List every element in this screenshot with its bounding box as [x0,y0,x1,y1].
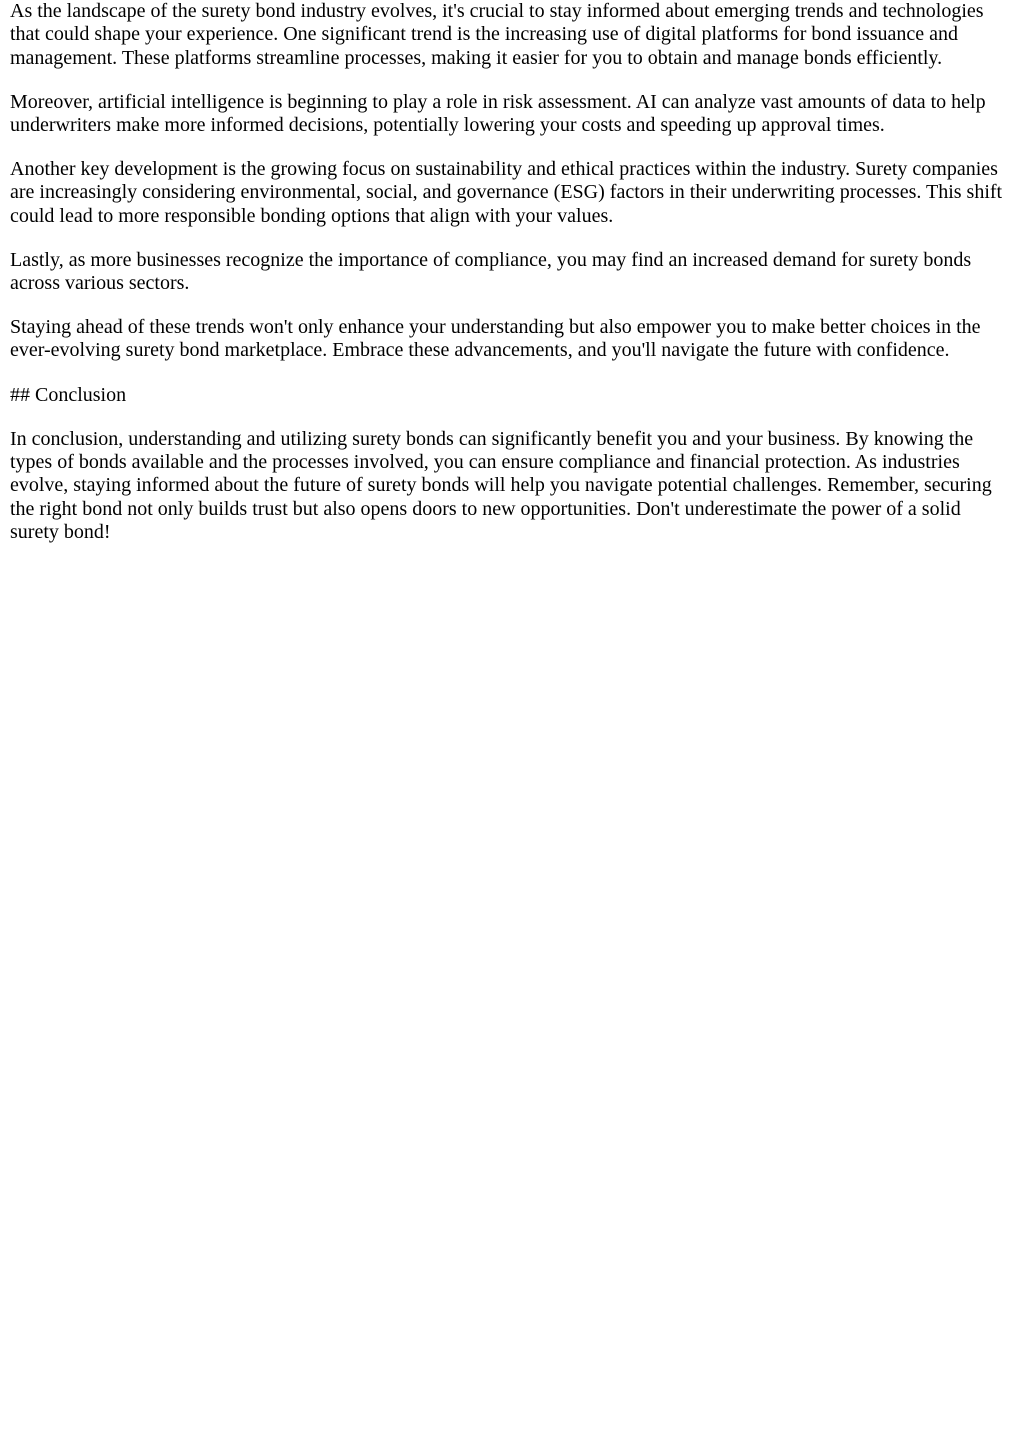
document-body [10,0,1013,544]
paragraph-compliance-demand: Lastly, as more businesses recognize the importance of compliance, you may find an increased demand for surety bonds across various sectors. [10,248,972,295]
paragraph-future-trends-intro: As the landscape of the surety bond industry evolves, it's crucial to stay informed about emerging trends and technologies that could shape your experience. One significant trend is the increasing use of digital platforms for bond issuance and management. These platforms streamline processes, making it easier for you to obtain and manage bonds efficiently. [10,0,984,69]
conclusion-heading: ## Conclusion [10,383,127,406]
paragraph-sustainability-esg: Another key development is the growing focus on sustainability and ethical practices within the industry. Surety companies are increasingly considering environmental, social, and governance (ESG) factors in their underwriting processes. This shift could lead to more responsible bonding options that align with your values. [10,158,1003,227]
paragraph-ai-risk-assessment: Moreover, artificial intelligence is beginning to play a role in risk assessment. AI can analyze vast amounts of data to help underwriters make more informed decisions, potentially lowering your costs and speeding up approval times. [10,90,986,136]
paragraph-staying-ahead: Staying ahead of these trends won't only enhance your understanding but also empower you to make better choices in the ever-evolving surety bond marketplace. Embrace these advancements, and you'll navigate the future with confidence. [10,316,981,362]
paragraph-conclusion: In conclusion, understanding and utilizing surety bonds can significantly benefit you and your business. By knowing the types of bonds available and the processes involved, you can ensure compliance and financial protection. As industries evolve, staying informed about the future of surety bonds will help you navigate potential challenges. Remember, securing the right bond not only builds trust but also opens doors to new opportunities. Don't underestimate the power of a solid surety bond! [10,427,992,543]
